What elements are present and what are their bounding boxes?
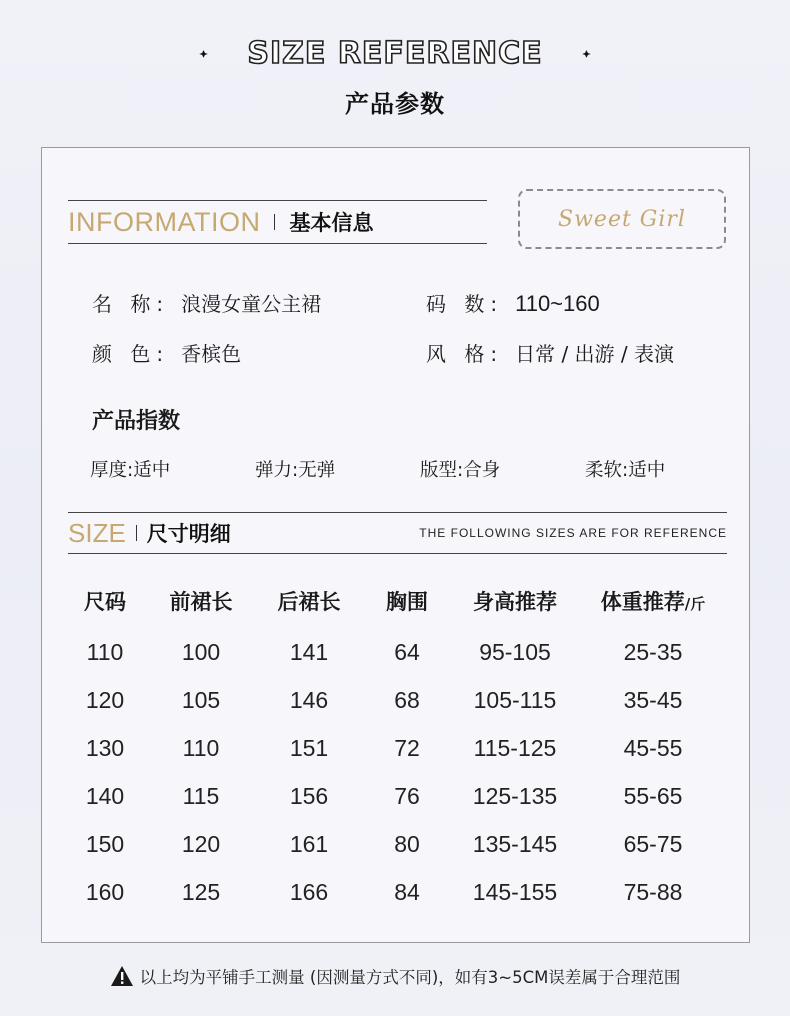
table-cell: 125: [181, 878, 221, 905]
col-height: 身高推荐: [473, 590, 557, 614]
table-cell: 64: [394, 638, 420, 665]
heading-divider: [274, 214, 275, 230]
col-weight-label: 体重推荐: [600, 590, 685, 614]
table-cell: 135-145: [472, 830, 558, 857]
table-cell: 140: [85, 782, 125, 809]
measurement-note-text: 以上均为平铺手工测量 (因测量方式不同)，如有3~5CM误差属于合理范围: [139, 968, 681, 987]
size-range-value: 110~160: [515, 291, 600, 316]
name-row: [92, 288, 321, 317]
table-row: [68, 628, 732, 676]
col-weight: [574, 574, 732, 628]
table-cell: 120: [181, 830, 221, 857]
size-heading-en: SIZE: [68, 517, 126, 548]
table-cell: 151: [289, 734, 329, 761]
information-heading-en: INFORMATION: [68, 206, 261, 237]
table-row: [68, 724, 732, 772]
information-heading: [68, 200, 487, 244]
table-cell: 55-65: [623, 782, 683, 809]
moon-star-left-icon: [195, 34, 233, 72]
table-cell: 141: [289, 638, 329, 665]
table-cell: 84: [394, 878, 420, 905]
table-cell: 110: [182, 734, 220, 761]
table-cell: 100: [181, 638, 221, 665]
table-cell: 105: [181, 686, 221, 713]
table-cell: 68: [394, 686, 420, 713]
table-cell: 150: [85, 830, 125, 857]
table-cell: 156: [289, 782, 329, 809]
index-elasticity: 弹力:无弹: [255, 460, 336, 481]
index-thickness: 厚度:适中: [90, 460, 171, 481]
size-table-header: [68, 574, 732, 628]
table-cell: 146: [289, 686, 329, 713]
name-value: 浪漫女童公主裙: [181, 292, 322, 316]
page-header: [0, 34, 790, 119]
size-range-row: [426, 288, 600, 317]
product-card: [41, 147, 750, 943]
col-bust: 胸围: [386, 590, 428, 614]
table-cell: 115-125: [473, 734, 557, 761]
table-cell: 80: [394, 830, 420, 857]
table-row: [68, 676, 732, 724]
measurement-note: [0, 964, 790, 988]
table-cell: 75-88: [623, 878, 683, 905]
table-cell: 76: [394, 782, 420, 809]
size-heading: [68, 512, 727, 554]
size-heading-zh: 尺寸明细: [146, 522, 231, 546]
style-label: 风 格:: [426, 342, 504, 366]
table-cell: 145-155: [472, 878, 558, 905]
col-back-length: 后裙长: [277, 590, 341, 614]
index-fit: 版型:合身: [420, 460, 501, 481]
col-front-length: 前裙长: [169, 590, 233, 614]
color-label: 颜 色:: [92, 342, 170, 366]
page-subtitle: 产品参数: [345, 90, 445, 118]
col-weight-unit: /斤: [684, 595, 706, 613]
table-cell: 125-135: [472, 782, 558, 809]
table-cell: 65-75: [623, 830, 683, 857]
table-cell: 95-105: [479, 638, 551, 665]
product-index-title: 产品指数: [92, 409, 181, 434]
table-cell: 72: [394, 734, 420, 761]
color-value: 香槟色: [181, 342, 242, 366]
information-heading-zh: 基本信息: [289, 211, 374, 235]
table-cell: 161: [289, 830, 329, 857]
table-row: [68, 868, 732, 916]
table-cell: 45-55: [623, 734, 683, 761]
table-cell: 130: [85, 734, 125, 761]
table-cell: 35-45: [623, 686, 683, 713]
name-label: 名 称:: [92, 292, 170, 316]
title-row: [0, 34, 790, 72]
table-row: [68, 772, 732, 820]
color-row: [92, 338, 241, 367]
sweet-girl-badge: Sweet Girl: [518, 189, 726, 249]
table-cell: 105-115: [473, 686, 557, 713]
size-range-label: 码 数:: [426, 292, 504, 316]
table-cell: 25-35: [623, 638, 683, 665]
table-cell: 160: [85, 878, 125, 905]
index-softness: 柔软:适中: [585, 460, 666, 481]
style-row: [426, 338, 674, 367]
size-table: [68, 574, 732, 916]
table-cell: 120: [85, 686, 125, 713]
col-size: 尺码: [84, 590, 126, 614]
moon-star-right-icon: [557, 34, 595, 72]
warning-icon: [110, 965, 134, 987]
table-row: [68, 820, 732, 868]
table-cell: 110: [86, 638, 124, 665]
table-cell: 115: [182, 782, 220, 809]
style-value: 日常 / 出游 / 表演: [515, 342, 675, 366]
page-title-en: SIZE REFERENCE: [247, 35, 543, 71]
table-cell: 166: [289, 878, 329, 905]
heading-divider: [136, 525, 137, 541]
size-reference-note: THE FOLLOWING SIZES ARE FOR REFERENCE: [419, 526, 727, 540]
